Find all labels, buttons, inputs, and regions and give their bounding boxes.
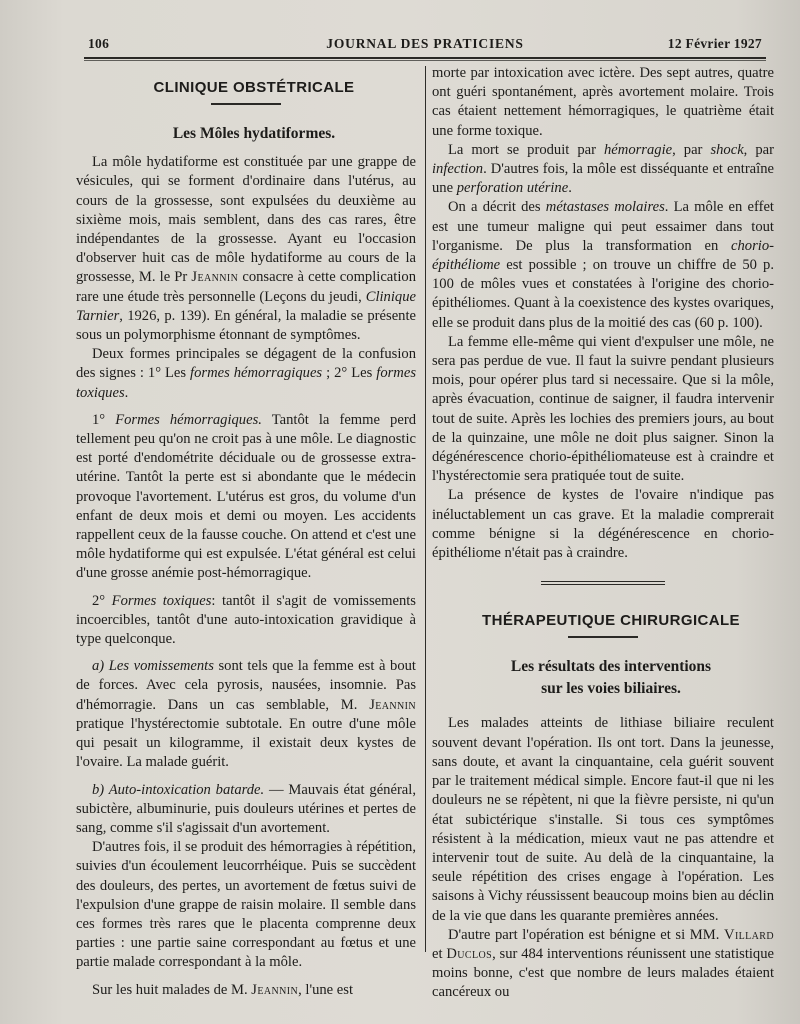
paragraph xyxy=(76,345,416,403)
header-rule xyxy=(84,57,766,59)
running-header xyxy=(88,36,762,56)
right-column xyxy=(432,64,774,1003)
text-run: , par xyxy=(672,141,711,158)
column-separator xyxy=(425,66,426,952)
subsection-heading: Formes toxiques xyxy=(111,592,212,609)
text-run: sont tels que la femme est à bout de forces. Avec cela pyrosis, nausées, insomnie. Pas d'hémorragie. Dans un cas semblable, M. xyxy=(76,658,416,713)
text-run: b) xyxy=(92,781,109,798)
journal-title: JOURNAL DES PRATICIENS xyxy=(326,36,524,51)
author-name: Villard xyxy=(724,926,774,943)
text-run: : tantôt il s'agit de vomissements incoercibles, tantôt d'une auto-intoxication gravidique à type quelconque. xyxy=(76,592,416,648)
article-title-biliary-1: Les résultats des interventions xyxy=(510,658,712,676)
text-run: est possible ; on trouve un chiffre de 50 p. 100 de môles vues et constatées à l'origine des chorio-épithéliomes. Quant à la coexistence des kystes ovariques, elle se produit dans plus de la moitié des cas (60 p. 100). xyxy=(432,257,774,331)
paragraph xyxy=(432,141,774,199)
header-rule-thin xyxy=(84,60,766,61)
left-column xyxy=(76,64,416,1000)
paragraph xyxy=(432,926,774,1003)
paragraph xyxy=(76,981,416,1000)
text-run: formes toxiques xyxy=(76,365,416,401)
text-run: . xyxy=(568,180,572,197)
text-run: 2° xyxy=(92,592,112,609)
paragraph xyxy=(432,198,774,332)
text-run: chorio-épithéliome xyxy=(432,237,774,274)
journal-reference: Clinique Tarnier xyxy=(76,288,416,324)
paragraph xyxy=(76,592,416,650)
paragraph xyxy=(76,781,416,839)
text-run: . La môle en effet est une tumeur maligne qui peut essaimer dans tout l'organisme. De plus la transformation en xyxy=(432,199,774,254)
paragraph: morte par intoxication avec ictère. Des sept autres, quatre ont guéri spontanément, après avortement molaire. Trois cas étaient nettement hémorragiques, le quatrième était une forme toxique. xyxy=(432,65,774,139)
section-title-obstetrics: CLINIQUE OBSTÉTRICALE xyxy=(153,79,355,96)
text-run: Deux formes principales se dégagent de la confusion des signes : 1° Les xyxy=(76,346,416,382)
author-name: Duclos xyxy=(446,945,493,962)
text-run: consacre à cette complication rare une étude très personnelle (Leçons du jeudi, xyxy=(76,269,416,305)
issue-date: 12 Février 1927 xyxy=(667,36,762,51)
article-title-biliary-2: sur les voies biliaires. xyxy=(541,680,681,698)
paragraph xyxy=(76,153,416,345)
text-run: , par xyxy=(743,141,774,158)
text-run: . D'autres fois, la môle est disséquante et entraîne une xyxy=(432,161,774,197)
author-name: Jeannin xyxy=(191,269,239,286)
text-run: ; 2° Les xyxy=(322,365,377,382)
section-title-surgery: THÉRAPEUTIQUE CHIRURGICALE xyxy=(482,612,740,630)
paragraph xyxy=(76,411,416,584)
text-run: infection xyxy=(432,161,484,178)
text-run: Sur les huit malades de M. xyxy=(92,981,252,998)
text-run: Tantôt la femme perd tellement peu qu'on ne croit pas à une môle. Le diagnostic est porté d'endométrite déciduale ou de grossesse extra-utérine. Tantôt la perte est si abondante que le médecin provoque l'avortement. L'utérus est gros, du volume d'un enfant de deux mois et demi ou moyen. Les accidents rappellent ceux de la fausse couche. On attend et c'est une môle hydatiforme qui est expulsée. L'état général est celui d'une grosse anémie post-hémorragique. xyxy=(76,411,416,582)
author-name: Jeannin xyxy=(369,696,416,713)
paragraph: La femme elle-même qui vient d'expulser une môle, ne sera pas perdue de vue. Il faut la suivre pendant plusieurs mois, pour opérer plus tard si necessaire. Que si la môle, après évacuation, continue de saigner, il faudra intervenir tout de suite. Après les lochies des premiers jours, au bout de la quinzaine, une môle ne doit plus saigner. Sinon la dégénérescence chorio-épithéliomateuse est à craindre et l'hystérectomie sera pratiquée tout de suite. xyxy=(432,333,774,485)
text-run: On a décrit des xyxy=(448,199,546,216)
text-run: 1° xyxy=(92,411,116,428)
article-title-moles: Les Môles hydatiformes. xyxy=(172,125,336,143)
text-run: pratique l'hystérectomie subtotale. En outre d'une môle qui pesait un kilogramme, il existait deux kystes de l'ovaire. La malade guérit. xyxy=(76,715,416,771)
text-run: , sur 484 interventions réunissent une statistique moins bonne, c'est que nombre de leurs malades étaient cancéreux ou xyxy=(432,945,774,1001)
subsection-heading: Les vomissements xyxy=(108,658,214,675)
page-number: 106 xyxy=(88,36,110,51)
paragraph: D'autres fois, il se produit des hémorragies à répétition, suivies d'un écoulement leucorrhéique. Puis se succèdent des douleurs, des pertes, un avortement de fœtus suivi de l'expulsion d'une grappe de raisin molaire. Il semble dans ces formes très rares que le placenta comprenne deux parties : une partie saine correspondant au fœtus et une partie malade correspondant à la môle. xyxy=(76,839,416,971)
text-run: métastases molaires xyxy=(545,199,665,216)
text-run: perforation utérine xyxy=(456,180,569,197)
author-name: Jeannin xyxy=(251,981,299,998)
text-run: , 1926, p. 139). En général, la maladie se présente sous un polymorphisme étonnant de symptômes. xyxy=(76,307,416,344)
text-run: , l'une est xyxy=(298,981,354,998)
text-run: — Mauvais état général, subictère, albuminurie, puis douleurs utérines et pertes de sang, comme s'il s'agissait d'un avortement. xyxy=(76,781,416,836)
paragraph: Les malades atteints de lithiase biliaire reculent souvent devant l'opération. Ils ont tort. Dans la jeunesse, sans doute, et avant la cinquantaine, cela guérit souvent par le traitement médical simple. Encore faut-il que ni les douleurs ne se répètent, ni que la fièvre persiste, ni qu'un état subictérique s'installe. Si tous ces symptômes résistent à la médication, mieux vaut ne pas attendre et intervenir tout de suite. Au delà de la cinquantaine, la seule répétition des crises engage à l'opération. Les saisons à Vichy réussissent beaucoup moins bien au déclin de la vie que dans les quarante premières années. xyxy=(432,715,774,924)
text-run: formes hémorragiques xyxy=(190,365,323,382)
text-run: shock xyxy=(710,141,744,158)
text-run: et xyxy=(432,945,447,962)
text-run: a) xyxy=(92,658,109,675)
text-run: . xyxy=(124,384,129,401)
text-run: La môle hydatiforme est constituée par une grappe de vésicules, qui se forment d'ordinaire dans l'utérus, au cours de la grossesse, sont expulsées du deuxième au sixième mois, mais semblent, dans des cas rares, être indépendantes de la grossesse. Ayant eu l'occasion d'observer huit cas de môle hydatiforme au cours de la grossesse, M. le Pr xyxy=(76,154,416,286)
paragraph: La présence de kystes de l'ovaire n'indique pas inéluctablement un cas grave. Et la maladie comprerait comme bénigne si la dégénérescence en chorio-épithéliome n'était pas à craindre. xyxy=(432,487,774,562)
subsection-heading: Formes hémorragiques. xyxy=(115,411,262,428)
subsection-heading: Auto-intoxication batarde. xyxy=(108,781,265,798)
text-run: La mort se produit par xyxy=(448,141,604,158)
paragraph xyxy=(76,657,416,772)
text-run: D'autre part l'opération est bénigne et si MM. xyxy=(448,926,724,943)
text-run: hémorragie xyxy=(604,141,673,158)
